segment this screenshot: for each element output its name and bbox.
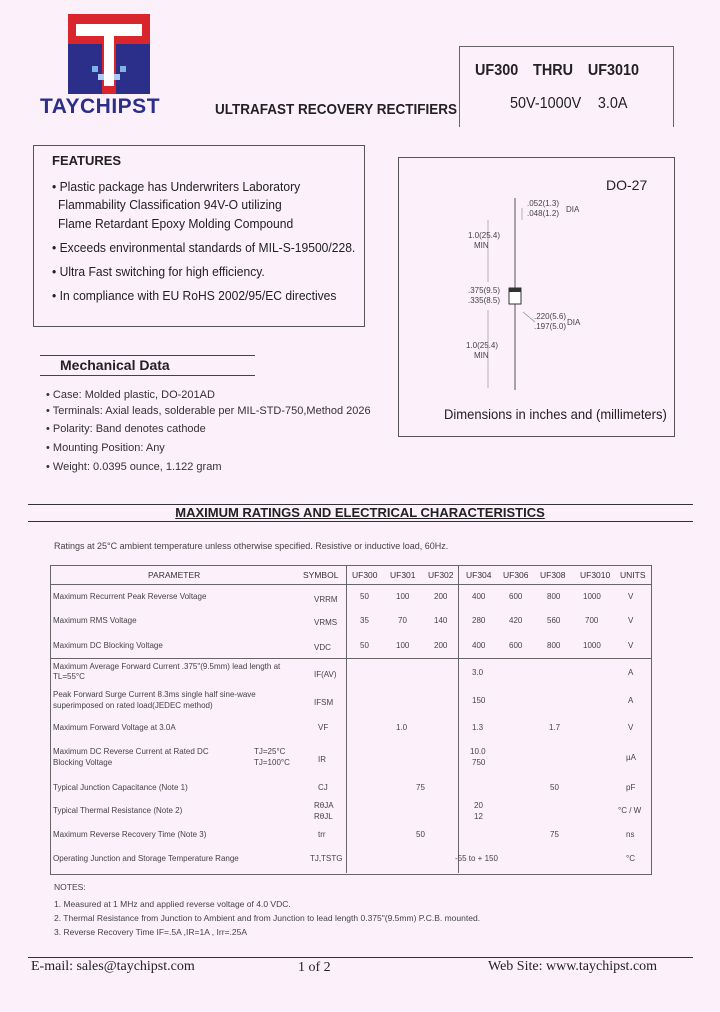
value-cell: 100	[396, 641, 410, 650]
unit-cell: V	[628, 592, 634, 601]
divider	[40, 375, 255, 376]
table-header: UF301	[390, 570, 416, 580]
footer-website[interactable]: Web Site: www.taychipst.com	[488, 959, 658, 974]
features-heading: FEATURES	[52, 153, 122, 168]
feature-item: • Plastic package has Underwriters Laboratory	[52, 179, 301, 194]
table-header: UF308	[540, 570, 566, 580]
table-grid-line	[346, 565, 347, 873]
param-label: TL=55°C	[53, 672, 85, 681]
symbol-cell: IR	[318, 755, 326, 764]
note-item: 1. Measured at 1 MHz and applied reverse voltage of 4.0 VDC.	[54, 899, 291, 909]
table-header: UF300	[352, 570, 378, 580]
dim-bot-len-a: 1.0(25.4)	[466, 341, 499, 350]
diode-outline-drawing	[460, 190, 570, 400]
value-cell: 560	[547, 616, 561, 625]
dimensions-caption: Dimensions in inches and (millimeters)	[444, 406, 667, 422]
feature-item: • Ultra Fast switching for high efficiency.	[52, 264, 265, 279]
param-label: Maximum Reverse Recovery Time (Note 3)	[53, 830, 207, 839]
param-label: Maximum DC Reverse Current at Rated DC	[53, 747, 209, 756]
table-header: UF3010	[580, 570, 611, 580]
part-thru: THRU	[533, 62, 574, 79]
value-cell: 20	[474, 801, 483, 810]
value-cell: 50	[360, 592, 369, 601]
value-cell: 400	[472, 641, 486, 650]
param-label: Maximum Recurrent Peak Reverse Voltage	[53, 592, 207, 601]
table-grid-line	[50, 658, 651, 659]
divider	[40, 355, 255, 356]
value-cell: 1000	[583, 592, 601, 601]
dim-body-len-b: .335(8.5)	[468, 296, 501, 305]
dim-lead-dia-b: .048(1.2)	[527, 209, 560, 218]
value-cell: 200	[434, 592, 448, 601]
value-cell: 75	[550, 830, 559, 839]
dim-bot-len-b: MIN	[474, 351, 489, 360]
param-label: Maximum RMS Voltage	[53, 616, 137, 625]
dim-lead-dia-label: DIA	[566, 205, 580, 214]
dim-body-dia-b: .197(5.0)	[534, 322, 567, 331]
table-grid-line	[50, 584, 651, 585]
table-header: UNITS	[620, 570, 646, 580]
unit-cell: V	[628, 641, 634, 650]
mechanical-item: • Weight: 0.0395 ounce, 1.122 gram	[46, 461, 222, 473]
value-cell: -55 to + 150	[455, 854, 498, 863]
company-logo	[68, 14, 150, 94]
voltage-range: 50V-1000V	[510, 95, 582, 112]
value-cell: 12	[474, 812, 483, 821]
package-label: DO-27	[606, 177, 648, 193]
note-item: 2. Thermal Resistance from Junction to Ambient and from Junction to lead length 0.375"(9.5mm) P.C.B. mounted.	[54, 913, 481, 923]
divider	[28, 957, 693, 958]
table-header: UF302	[428, 570, 454, 580]
symbol-cell: RθJL	[314, 812, 333, 821]
value-cell: 10.0	[470, 747, 486, 756]
symbol-cell: TJ,TSTG	[310, 854, 343, 863]
dim-top-len-a: 1.0(25.4)	[468, 231, 501, 240]
ratings-table	[50, 565, 652, 875]
feature-item: Flame Retardant Epoxy Molding Compound	[58, 216, 294, 231]
symbol-cell: CJ	[318, 783, 328, 792]
symbol-cell: IFSM	[314, 698, 334, 707]
unit-cell: V	[628, 616, 634, 625]
value-cell: 280	[472, 616, 486, 625]
value-cell: 35	[360, 616, 369, 625]
unit-cell: µA	[626, 753, 636, 762]
mechanical-item: • Mounting Position: Any	[46, 442, 165, 454]
symbol-cell: VDC	[314, 643, 331, 652]
unit-cell: A	[628, 668, 634, 677]
value-cell: 50	[550, 783, 559, 792]
value-cell: 200	[434, 641, 448, 650]
symbol-cell: VRRM	[314, 595, 338, 604]
value-cell: 150	[472, 696, 486, 705]
table-header: SYMBOL	[303, 570, 339, 580]
value-cell: 70	[398, 616, 407, 625]
value-cell: 3.0	[472, 668, 484, 677]
param-label: Peak Forward Surge Current 8.3ms single half sine-wave	[53, 690, 256, 699]
table-header: UF306	[503, 570, 529, 580]
divider	[28, 521, 693, 522]
feature-item: • Exceeds environmental standards of MIL-S-19500/228.	[52, 240, 356, 255]
dim-lead-dia-a: .052(1.3)	[527, 199, 560, 208]
symbol-cell: trr	[318, 830, 326, 839]
part-from: UF300	[475, 62, 519, 79]
table-grid-line	[458, 716, 459, 738]
part-ratings	[510, 95, 640, 113]
value-cell: 800	[547, 592, 561, 601]
unit-cell: ns	[626, 830, 635, 839]
param-label: superimposed on rated load(JEDEC method)	[53, 701, 213, 710]
part-range	[475, 62, 650, 80]
condition-cell: TJ=100°C	[254, 758, 290, 767]
symbol-cell: VRMS	[314, 618, 338, 627]
feature-item: • In compliance with EU RoHS 2002/95/EC directives	[52, 288, 337, 303]
param-label: Operating Junction and Storage Temperature Range	[53, 854, 239, 863]
notes-heading: NOTES:	[54, 882, 86, 892]
part-number-box	[459, 46, 674, 127]
value-cell: 1000	[583, 641, 601, 650]
value-cell: 600	[509, 592, 523, 601]
value-cell: 140	[434, 616, 448, 625]
value-cell: 420	[509, 616, 523, 625]
param-label: Maximum Average Forward Current .375"(9.5mm) lead length at	[53, 662, 281, 671]
current-rating: 3.0A	[597, 95, 628, 112]
feature-item: Flammability Classification 94V-O utilizing	[58, 197, 282, 212]
value-cell: 400	[472, 592, 486, 601]
value-cell: 600	[509, 641, 523, 650]
section-title: MAXIMUM RATINGS AND ELECTRICAL CHARACTERISTICS	[175, 505, 545, 520]
value-cell: 50	[416, 830, 425, 839]
mechanical-item: • Polarity: Band denotes cathode	[46, 423, 206, 435]
param-label: Maximum DC Blocking Voltage	[53, 641, 163, 650]
param-label: Blocking Voltage	[53, 758, 113, 767]
mechanical-heading: Mechanical Data	[60, 357, 170, 373]
param-label: Typical Junction Capacitance (Note 1)	[53, 783, 188, 792]
unit-cell: pF	[626, 783, 636, 792]
table-header: UF304	[466, 570, 492, 580]
unit-cell: A	[628, 696, 634, 705]
footer-email[interactable]: E-mail: sales@taychipst.com	[31, 959, 195, 974]
value-cell: 750	[472, 758, 486, 767]
value-cell: 1.3	[472, 723, 484, 732]
value-cell: 1.7	[549, 723, 561, 732]
ratings-note: Ratings at 25°C ambient temperature unless otherwise specified. Resistive or inductive load, 60Hz.	[54, 541, 449, 551]
document-title: ULTRAFAST RECOVERY RECTIFIERS	[215, 101, 458, 118]
part-to: UF3010	[587, 62, 640, 79]
param-label: Maximum Forward Voltage at 3.0A	[53, 723, 176, 732]
mechanical-item: • Terminals: Axial leads, solderable per MIL-STD-750,Method 2026	[46, 405, 371, 417]
unit-cell: V	[628, 723, 634, 732]
symbol-cell: RθJA	[314, 801, 334, 810]
value-cell: 50	[360, 641, 369, 650]
dim-top-len-b: MIN	[474, 241, 489, 250]
value-cell: 700	[585, 616, 599, 625]
value-cell: 1.0	[396, 723, 408, 732]
mechanical-item: • Case: Molded plastic, DO-201AD	[46, 389, 215, 401]
param-label: Typical Thermal Resistance (Note 2)	[53, 806, 183, 815]
condition-cell: TJ=25°C	[254, 747, 286, 756]
note-item: 3. Reverse Recovery Time IF=.5A ,IR=1A , Irr=.25A	[54, 927, 247, 937]
dim-body-dia-a: .220(5.6)	[534, 312, 567, 321]
value-cell: 75	[416, 783, 425, 792]
brand-name: TAYCHIPST	[40, 95, 161, 118]
unit-cell: °C / W	[618, 806, 642, 815]
unit-cell: °C	[626, 854, 635, 863]
table-header: PARAMETER	[148, 570, 201, 580]
value-cell: 800	[547, 641, 561, 650]
value-cell: 100	[396, 592, 410, 601]
footer-page-number: 1 of 2	[298, 960, 331, 975]
symbol-cell: VF	[318, 723, 329, 732]
symbol-cell: IF(AV)	[314, 670, 337, 679]
dim-body-dia-label: DIA	[567, 318, 581, 327]
dim-body-len-a: .375(9.5)	[468, 286, 501, 295]
